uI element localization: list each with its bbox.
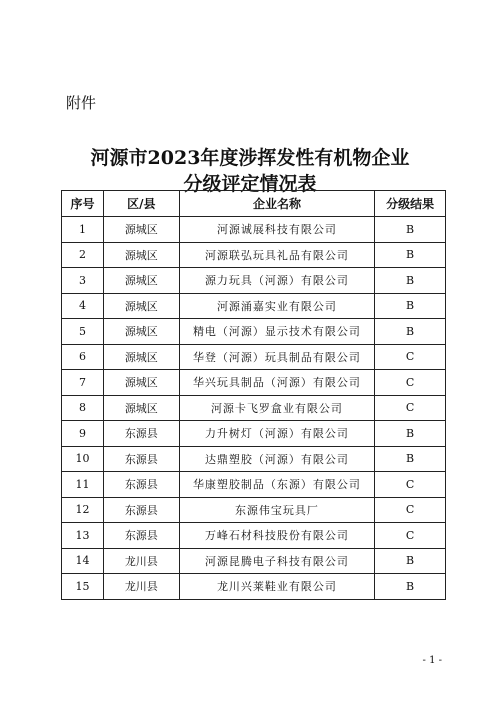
table-row xyxy=(62,217,446,243)
row-district: 源城区 xyxy=(103,319,179,345)
header-district: 区/县 xyxy=(103,191,179,217)
header-index: 序号 xyxy=(62,191,104,217)
row-district: 源城区 xyxy=(103,344,179,370)
row-index: 14 xyxy=(62,548,104,574)
row-company: 龙川兴莱鞋业有限公司 xyxy=(179,574,374,600)
row-grade: C xyxy=(375,523,446,549)
row-grade: B xyxy=(375,574,446,600)
row-company: 华登（河源）玩具制品有限公司 xyxy=(179,344,374,370)
table-row xyxy=(62,293,446,319)
row-index: 15 xyxy=(62,574,104,600)
row-company: 华康塑胶制品（东源）有限公司 xyxy=(179,472,374,498)
row-district: 源城区 xyxy=(103,395,179,421)
row-index: 13 xyxy=(62,523,104,549)
row-company: 河源卡飞罗盒业有限公司 xyxy=(179,395,374,421)
row-index: 8 xyxy=(62,395,104,421)
attachment-label: 附件 xyxy=(66,94,97,112)
row-grade: B xyxy=(375,293,446,319)
row-index: 3 xyxy=(62,268,104,294)
table-row xyxy=(62,370,446,396)
row-index: 6 xyxy=(62,344,104,370)
row-company: 河源昆腾电子科技有限公司 xyxy=(179,548,374,574)
row-grade: B xyxy=(375,217,446,243)
header-grade: 分级结果 xyxy=(375,191,446,217)
row-district: 源城区 xyxy=(103,370,179,396)
table-row xyxy=(62,523,446,549)
table-row xyxy=(62,268,446,294)
row-index: 9 xyxy=(62,421,104,447)
table-row xyxy=(62,497,446,523)
row-index: 11 xyxy=(62,472,104,498)
row-company: 力升树灯（河源）有限公司 xyxy=(179,421,374,447)
table-row xyxy=(62,395,446,421)
row-company: 达鼎塑胶（河源）有限公司 xyxy=(179,446,374,472)
row-company: 东源伟宝玩具厂 xyxy=(179,497,374,523)
page-number: - 1 - xyxy=(422,655,442,666)
document-title-line-2: 分级评定情况表 xyxy=(183,173,317,195)
row-company: 河源诚展科技有限公司 xyxy=(179,217,374,243)
row-district: 源城区 xyxy=(103,268,179,294)
row-grade: C xyxy=(375,344,446,370)
table-row xyxy=(62,574,446,600)
row-district: 龙川县 xyxy=(103,548,179,574)
row-grade: B xyxy=(375,268,446,294)
table-row xyxy=(62,472,446,498)
row-company: 河源涌嘉实业有限公司 xyxy=(179,293,374,319)
row-district: 东源县 xyxy=(103,446,179,472)
table-row xyxy=(62,446,446,472)
row-district: 源城区 xyxy=(103,242,179,268)
row-district: 东源县 xyxy=(103,421,179,447)
row-index: 1 xyxy=(62,217,104,243)
table-row xyxy=(62,242,446,268)
row-grade: B xyxy=(375,548,446,574)
classification-table xyxy=(61,190,446,600)
row-company: 河源联弘玩具礼品有限公司 xyxy=(179,242,374,268)
row-index: 5 xyxy=(62,319,104,345)
row-grade: B xyxy=(375,446,446,472)
row-index: 7 xyxy=(62,370,104,396)
row-grade: C xyxy=(375,370,446,396)
row-index: 12 xyxy=(62,497,104,523)
row-grade: B xyxy=(375,421,446,447)
document-title-line-1: 河源市2023年度涉挥发性有机物企业 xyxy=(90,147,410,169)
row-company: 华兴玩具制品（河源）有限公司 xyxy=(179,370,374,396)
row-grade: C xyxy=(375,472,446,498)
table-row xyxy=(62,319,446,345)
row-district: 源城区 xyxy=(103,217,179,243)
row-grade: B xyxy=(375,319,446,345)
row-company: 万峰石材科技股份有限公司 xyxy=(179,523,374,549)
row-district: 东源县 xyxy=(103,497,179,523)
row-index: 4 xyxy=(62,293,104,319)
row-index: 10 xyxy=(62,446,104,472)
row-index: 2 xyxy=(62,242,104,268)
row-district: 源城区 xyxy=(103,293,179,319)
table-row xyxy=(62,421,446,447)
row-district: 东源县 xyxy=(103,472,179,498)
table-body xyxy=(62,217,446,600)
row-company: 精电（河源）显示技术有限公司 xyxy=(179,319,374,345)
row-grade: C xyxy=(375,497,446,523)
row-grade: C xyxy=(375,395,446,421)
row-grade: B xyxy=(375,242,446,268)
table-row xyxy=(62,548,446,574)
row-district: 龙川县 xyxy=(103,574,179,600)
row-district: 东源县 xyxy=(103,523,179,549)
header-company-name: 企业名称 xyxy=(179,191,374,217)
table-row xyxy=(62,344,446,370)
row-company: 源力玩具（河源）有限公司 xyxy=(179,268,374,294)
table-header-row xyxy=(62,191,446,217)
